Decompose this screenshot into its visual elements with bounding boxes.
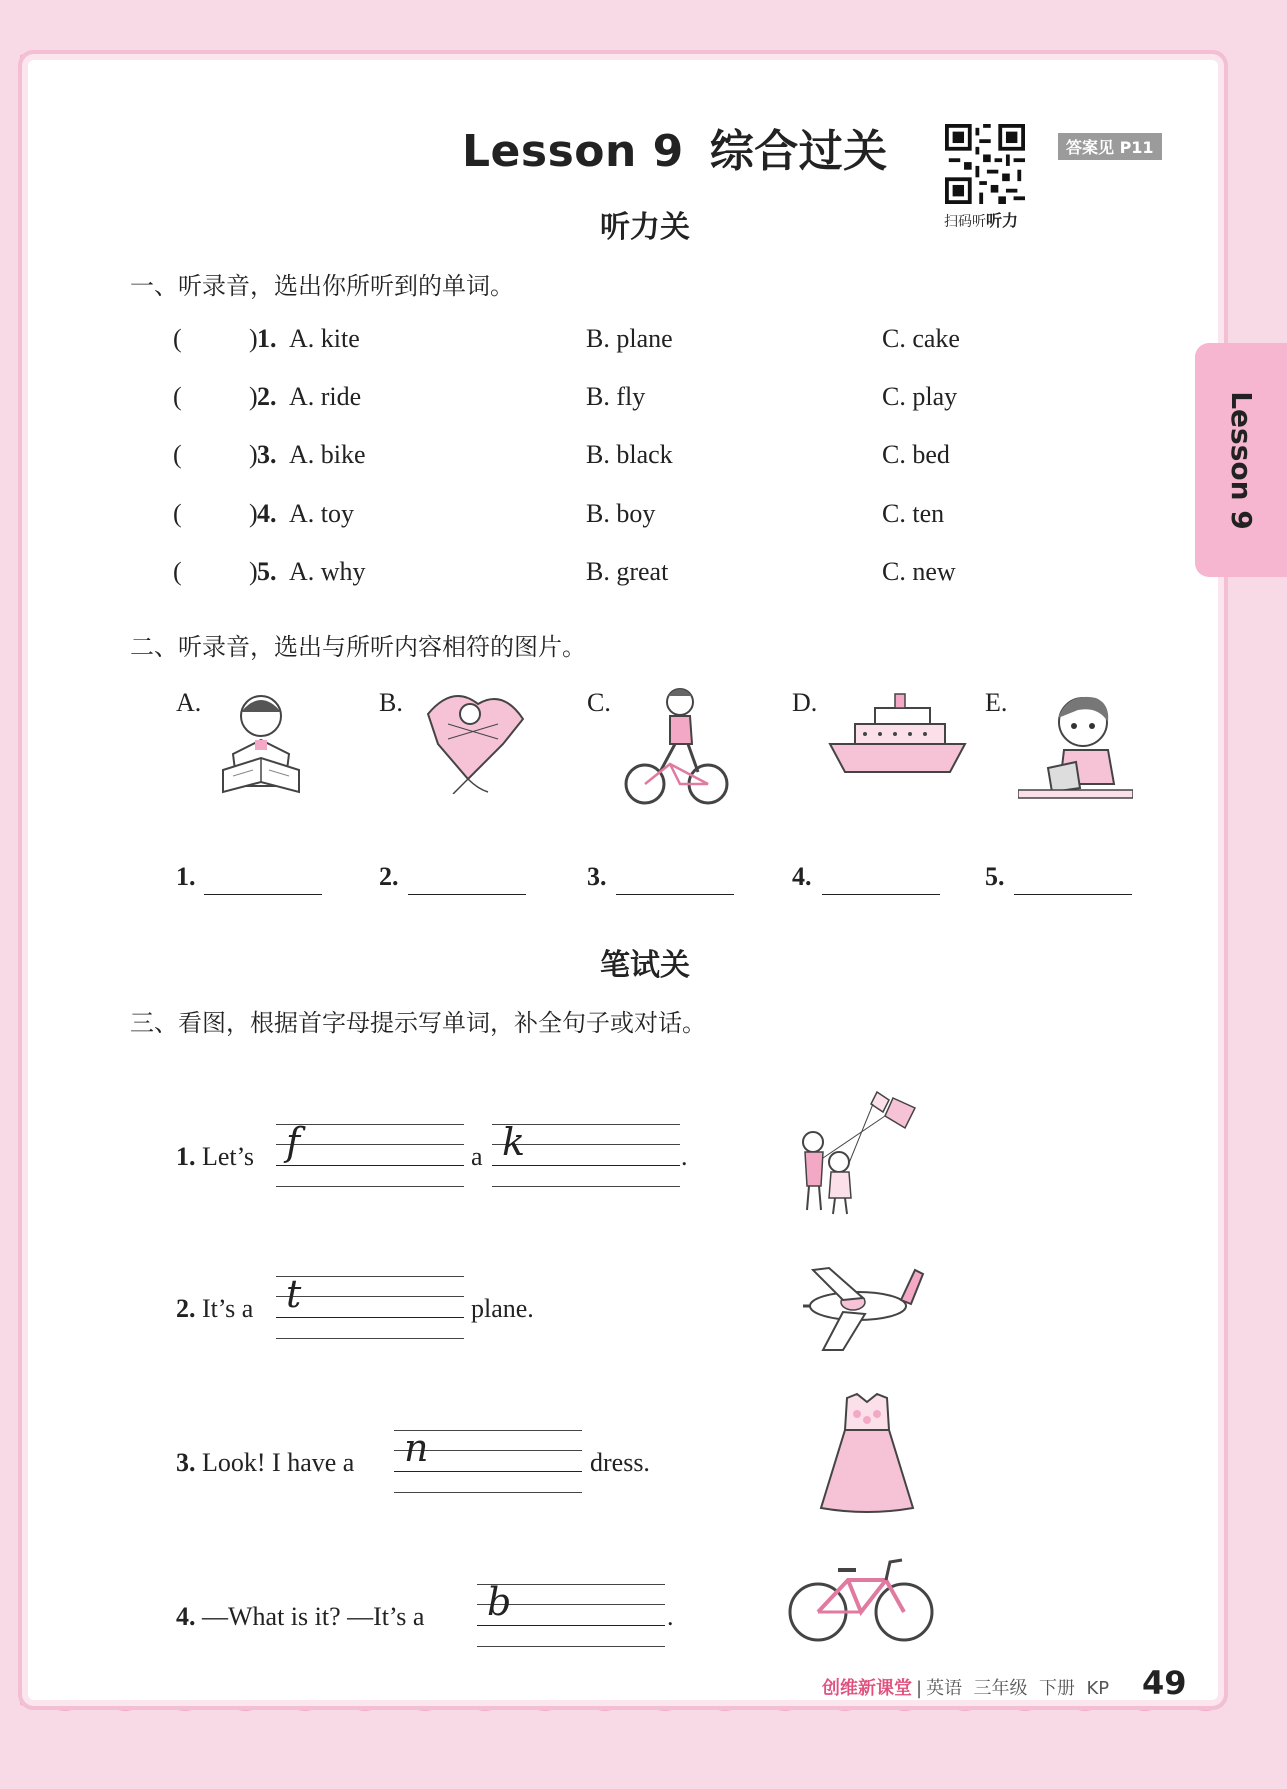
option-a: A. bike (289, 440, 366, 469)
blank-number-1: 1. (176, 862, 196, 891)
option-b: B. fly (586, 382, 646, 411)
blank-number-4: 4. (792, 862, 812, 891)
blank-number-2: 2. (379, 862, 399, 891)
footer-term: 下册 (1038, 1678, 1075, 1699)
option-a: A. kite (289, 324, 360, 353)
option-b: B. boy (586, 499, 656, 528)
answer-bracket-close: ) (249, 499, 258, 528)
pink-dress-icon (817, 1390, 917, 1515)
writing-item-3 (176, 1448, 354, 1478)
side-tab-lesson (1195, 343, 1287, 577)
ship-icon (825, 684, 975, 784)
answer-bracket-close: ) (249, 557, 258, 586)
boy-reading-newspaper-icon (205, 684, 315, 814)
sentence-end: . (667, 1602, 674, 1631)
footer-info (822, 1674, 1109, 1700)
title-english: Lesson 9 (462, 126, 684, 177)
footer-subject: 英语 (926, 1678, 963, 1699)
writing-item-2 (176, 1294, 253, 1324)
question-number: 1. (257, 324, 277, 353)
sentence-middle: a (471, 1142, 483, 1171)
option-a: A. toy (289, 499, 354, 528)
answer-blank-3[interactable] (616, 894, 734, 895)
option-b: B. great (586, 557, 669, 586)
hint-letter: b (487, 1580, 512, 1624)
answer-bracket-open: ( (173, 557, 182, 586)
footer-edition: KP (1086, 1678, 1110, 1699)
sentence-end: plane. (471, 1294, 534, 1323)
qr-code-icon[interactable] (945, 124, 1025, 204)
item-number: 4. (176, 1602, 196, 1631)
part2-instruction: 二、听录音，选出与所听内容相符的图片。 (130, 633, 586, 661)
picture-label-e: E. (985, 688, 1008, 717)
part1-instruction: 一、听录音，选出你所听到的单词。 (130, 272, 514, 300)
page-title (462, 115, 888, 179)
sentence-start: It’s a (202, 1294, 254, 1323)
blank-number-5: 5. (985, 862, 1005, 891)
answer-reference-badge: 答案见 P11 (1058, 133, 1162, 160)
answer-blank-2[interactable] (408, 894, 526, 895)
side-tab-label: Lesson 9 (1224, 390, 1258, 530)
hint-letter: k (502, 1120, 526, 1164)
answer-bracket-close: ) (249, 440, 258, 469)
sentence-end: dress. (590, 1448, 650, 1477)
option-c: C. bed (882, 440, 950, 469)
listening-section-heading: 听力关 (600, 210, 690, 245)
answer-bracket-open: ( (173, 499, 182, 528)
blank-number-3: 3. (587, 862, 607, 891)
picture-label-c: C. (587, 688, 611, 717)
writing-item-1 (176, 1142, 254, 1172)
question-number: 5. (257, 557, 277, 586)
answer-bracket-close: ) (249, 382, 258, 411)
qr-caption-prefix: 扫码听 (944, 214, 986, 230)
answer-bracket-open: ( (173, 324, 182, 353)
picture-label-b: B. (379, 688, 403, 717)
answer-blank-1[interactable] (204, 894, 322, 895)
question-number: 3. (257, 440, 277, 469)
bicycle-icon (786, 1550, 936, 1650)
question-number: 2. (257, 382, 277, 411)
footer-brand: 创维新课堂 (822, 1678, 912, 1699)
sentence-end: . (681, 1142, 688, 1171)
boy-reading-book-icon (1018, 684, 1133, 814)
qr-caption (944, 208, 1018, 231)
option-c: C. new (882, 557, 956, 586)
item-number: 2. (176, 1294, 196, 1323)
option-a: A. ride (289, 382, 362, 411)
option-c: C. ten (882, 499, 945, 528)
writing-section-heading: 笔试关 (600, 948, 690, 983)
item-number: 3. (176, 1448, 196, 1477)
hint-letter: n (404, 1426, 429, 1470)
footer-separator: | (916, 1678, 923, 1699)
page-number: 49 (1142, 1664, 1187, 1702)
writing-item-4 (176, 1602, 424, 1632)
option-c: C. cake (882, 324, 960, 353)
option-a: A. why (289, 557, 366, 586)
kite-icon (408, 684, 533, 794)
option-b: B. black (586, 440, 673, 469)
part3-instruction: 三、看图，根据首字母提示写单词，补全句子或对话。 (130, 1009, 706, 1037)
boy-riding-bike-icon (620, 684, 730, 809)
item-number: 1. (176, 1142, 196, 1171)
hint-letter: f (286, 1120, 301, 1164)
answer-bracket-close: ) (249, 324, 258, 353)
footer-grade: 三年级 (973, 1678, 1028, 1699)
four-line-writing-field-4[interactable] (477, 1580, 665, 1646)
option-b: B. plane (586, 324, 673, 353)
four-line-writing-field-2[interactable] (276, 1272, 464, 1338)
sentence-start: Look! I have a (202, 1448, 355, 1477)
toy-plane-icon (793, 1260, 928, 1360)
answer-blank-4[interactable] (822, 894, 940, 895)
answer-blank-5[interactable] (1014, 894, 1132, 895)
hint-letter: t (286, 1272, 302, 1316)
four-line-writing-field-1a[interactable] (276, 1120, 464, 1186)
option-c: C. play (882, 382, 958, 411)
four-line-writing-field-3[interactable] (394, 1426, 582, 1492)
qr-caption-strong: 听力 (986, 211, 1019, 230)
kids-flying-kite-icon (793, 1088, 928, 1218)
sentence-start: —What is it? —It’s a (202, 1602, 425, 1631)
picture-label-d: D. (792, 688, 818, 717)
question-number: 4. (257, 499, 277, 528)
sentence-start: Let’s (202, 1142, 254, 1171)
four-line-writing-field-1b[interactable] (492, 1120, 680, 1186)
title-chinese: 综合过关 (709, 126, 888, 177)
answer-bracket-open: ( (173, 440, 182, 469)
picture-label-a: A. (176, 688, 202, 717)
answer-bracket-open: ( (173, 382, 182, 411)
